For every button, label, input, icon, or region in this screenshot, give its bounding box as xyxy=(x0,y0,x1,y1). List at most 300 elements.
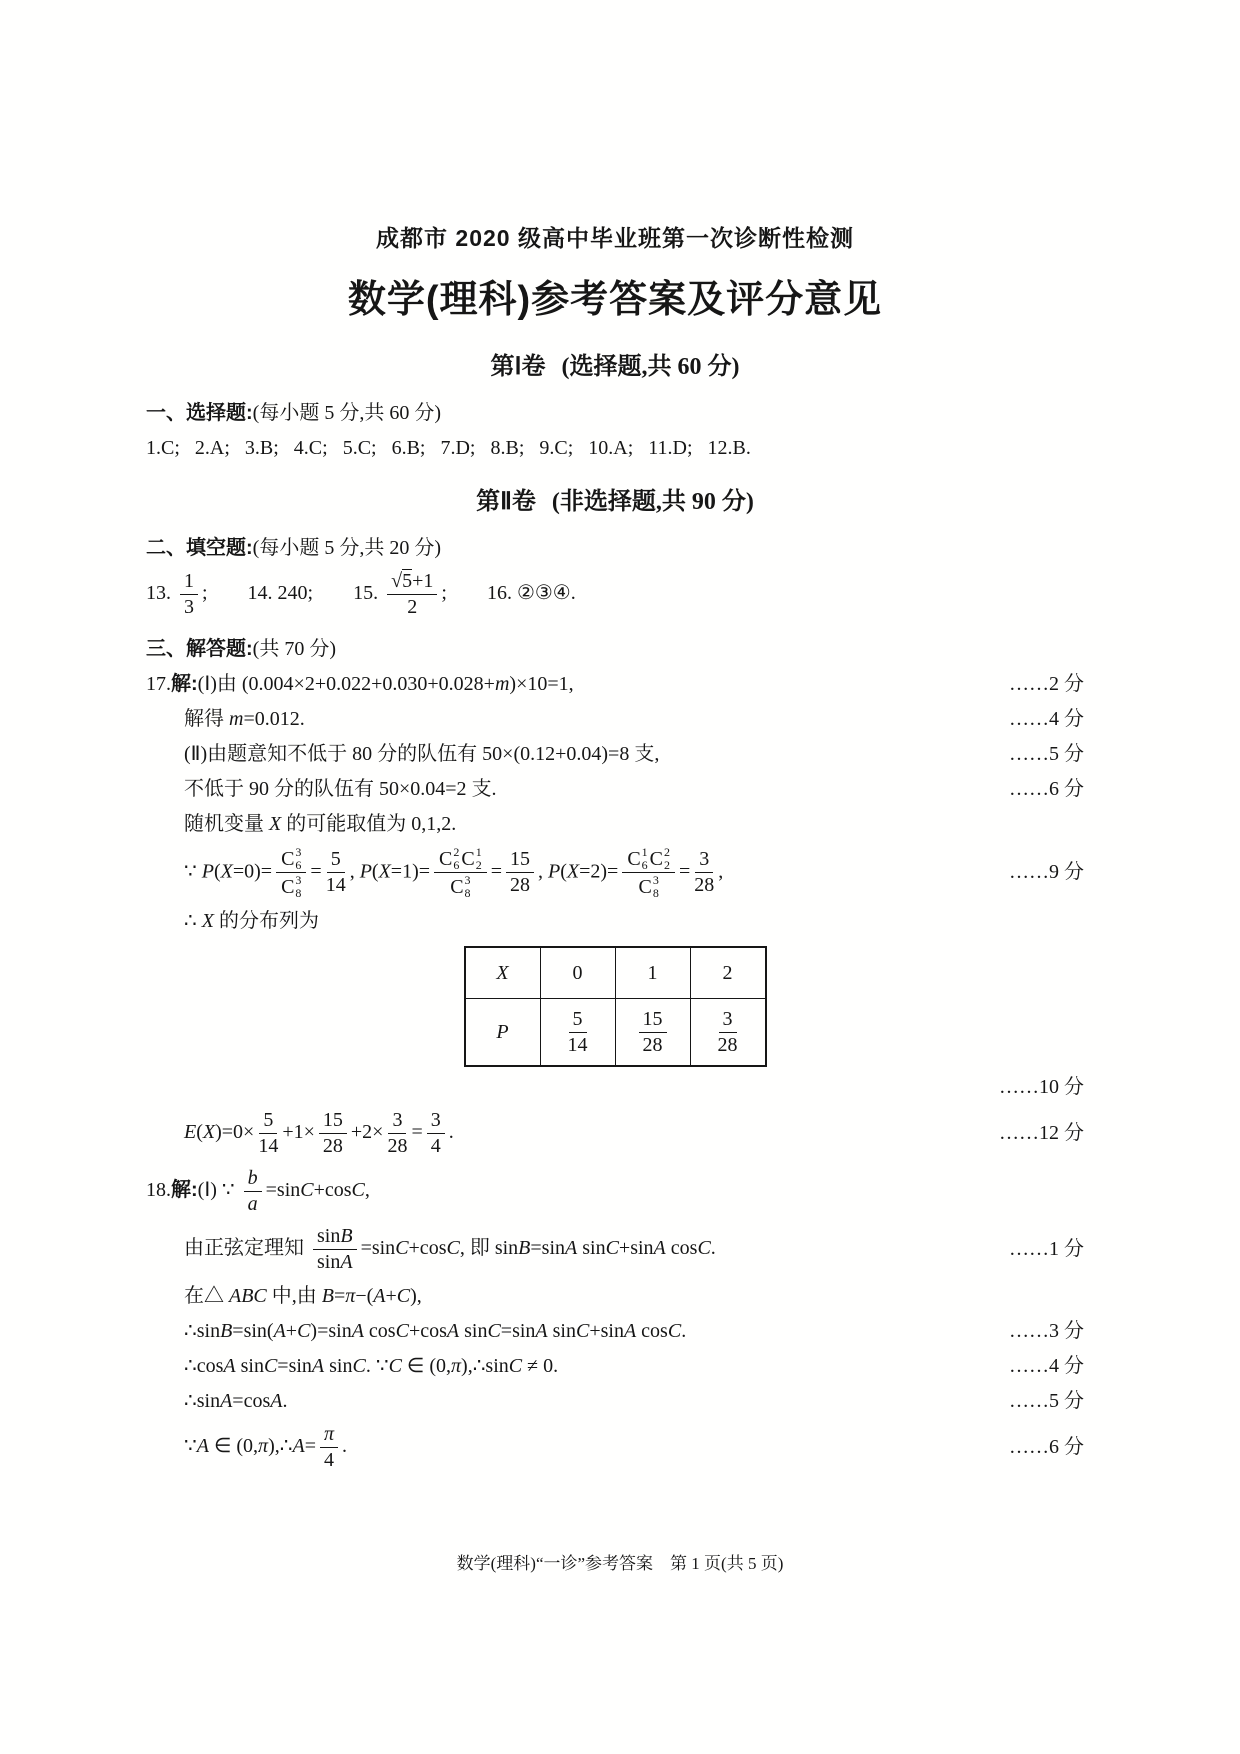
combination-symbol xyxy=(281,874,301,899)
fraction xyxy=(387,1109,407,1158)
table-cell-x0 xyxy=(540,947,615,999)
text-run: A xyxy=(196,1435,209,1458)
distribution-table xyxy=(464,946,767,1067)
line-content xyxy=(184,907,319,936)
text-run: C xyxy=(300,1179,314,1202)
score-mark: ……5 分 xyxy=(1009,1389,1084,1412)
line-content xyxy=(184,1421,347,1474)
exam-title: 成都市 2020 级高中毕业班第一次诊断性检测 xyxy=(376,225,854,251)
text-run: cos xyxy=(363,1319,396,1342)
superscript: 1 xyxy=(475,845,482,860)
text-run: )×10=1, xyxy=(509,672,574,695)
text-run: C xyxy=(297,1319,311,1342)
q17-line-9 xyxy=(146,1107,1084,1160)
fraction xyxy=(568,1008,588,1057)
text-run: (0.004×2+0.022+0.030+0.028+ xyxy=(241,672,495,695)
text-run: C xyxy=(395,1237,409,1260)
text-run: 解得 xyxy=(184,707,229,730)
q18-line-5 xyxy=(146,1351,1084,1381)
text-run: X xyxy=(220,860,233,883)
fraction-denominator xyxy=(317,1250,353,1274)
line-content xyxy=(184,1352,558,1381)
part1-note: (选择题,共 60 分) xyxy=(561,354,740,381)
text-run: (Ⅱ)由题意知不低于 80 分的队伍有 xyxy=(184,742,483,765)
script-stack xyxy=(476,846,482,871)
text-run: 中,由 xyxy=(266,1284,322,1307)
line-content xyxy=(146,1165,370,1218)
q18-line-4 xyxy=(146,1316,1084,1346)
combination-symbol xyxy=(461,846,481,871)
section3-header xyxy=(146,635,1084,664)
text-run: 18. xyxy=(146,1179,171,1202)
fraction-numerator xyxy=(327,848,345,873)
text-run: =sin xyxy=(360,1237,396,1260)
combination-symbol xyxy=(439,846,459,871)
text-run: cos xyxy=(636,1319,668,1342)
fraction xyxy=(622,846,675,899)
text-run: A xyxy=(270,1389,283,1412)
table-cell-x-label xyxy=(465,947,541,999)
subscript: 8 xyxy=(295,885,302,900)
text-run: C xyxy=(263,1354,278,1377)
text-run: = xyxy=(334,1284,346,1307)
text-run: C xyxy=(487,1319,501,1342)
text-run: 3 xyxy=(184,596,194,619)
q17-line-7 xyxy=(146,906,1084,936)
text-run: π xyxy=(258,1435,269,1458)
line-content xyxy=(184,1317,686,1346)
text-run: C xyxy=(461,847,475,870)
subscript: 8 xyxy=(464,885,471,900)
text-run: B xyxy=(220,1319,233,1342)
fraction-denominator xyxy=(407,595,417,619)
text-run: A xyxy=(535,1319,548,1342)
line-content xyxy=(184,1282,422,1311)
part2-volume: 第Ⅱ卷 xyxy=(476,488,536,516)
answer-key-title: 数学(理科)参考答案及评分意见 xyxy=(347,279,883,322)
text-run: =0.012. xyxy=(243,707,305,730)
text-run: +sin xyxy=(589,1319,624,1342)
text-run: C xyxy=(450,875,464,898)
text-run: P xyxy=(496,1020,509,1043)
text-run: √ xyxy=(391,570,403,593)
text-run: sin xyxy=(547,1319,576,1342)
score-mark: ……9 分 xyxy=(1009,861,1084,884)
text-run: 的可能取值为 xyxy=(281,812,412,835)
score-mark: ……6 分 xyxy=(1009,777,1084,800)
text-run: P xyxy=(201,860,214,883)
text-run: A xyxy=(220,1389,233,1412)
text-run: B xyxy=(321,1284,334,1307)
text-run: 28 xyxy=(717,1033,738,1056)
text-run: 28 xyxy=(322,1135,343,1158)
text-run: X xyxy=(269,812,282,835)
text-run: △ xyxy=(204,1284,229,1307)
fraction-denominator xyxy=(694,873,714,897)
text-run: 15 xyxy=(322,1109,343,1132)
text-run: 3 xyxy=(392,1109,403,1132)
q18-line-6 xyxy=(146,1386,1084,1416)
text-run: +cos xyxy=(313,1179,352,1202)
section2-header xyxy=(146,534,1084,563)
fraction-numerator xyxy=(622,846,675,873)
text-run: A xyxy=(623,1319,637,1342)
text-run: 支, xyxy=(629,742,660,765)
text-run: 17. xyxy=(146,672,171,695)
text-run: =sin xyxy=(277,1354,312,1377)
text-run: sin xyxy=(577,1237,606,1260)
fraction xyxy=(326,848,346,897)
table-cell-x2 xyxy=(690,947,766,999)
text-run: 5 xyxy=(263,1109,274,1132)
text-run: . xyxy=(710,1237,716,1260)
text-run: π xyxy=(451,1354,462,1377)
text-run: A xyxy=(311,1354,325,1377)
text-run: 5 xyxy=(330,848,341,871)
text-run: ; 16. ②③④. xyxy=(441,582,576,605)
text-run: 0,1,2. xyxy=(411,812,457,835)
table-cell-x1 xyxy=(615,947,690,999)
fraction-denominator xyxy=(718,1033,738,1057)
q18-line-7 xyxy=(146,1421,1084,1474)
combination-symbol xyxy=(650,846,670,871)
text-run: m xyxy=(494,672,510,695)
text-run: ∴cos xyxy=(184,1354,224,1377)
script-stack xyxy=(295,846,301,871)
text-run: . xyxy=(448,1121,454,1144)
text-run: , xyxy=(537,860,548,883)
text-run: =sin xyxy=(500,1319,536,1342)
text-run: ( xyxy=(371,860,379,883)
fraction-denominator xyxy=(449,873,471,899)
fraction xyxy=(319,1109,347,1158)
text-run: A xyxy=(565,1237,578,1260)
text-run: 14 xyxy=(567,1033,588,1056)
line-content xyxy=(184,775,497,804)
text-run: =0)= xyxy=(232,860,273,883)
fraction xyxy=(434,846,487,899)
fraction-numerator xyxy=(180,570,198,595)
text-run: 不低于 90 分的队伍有 xyxy=(184,777,379,800)
text-run: =sin( xyxy=(232,1319,274,1342)
text-run: = xyxy=(490,860,502,883)
text-run: ∵ xyxy=(184,860,202,883)
text-run: 在 xyxy=(184,1284,204,1307)
score-mark: ……1 分 xyxy=(1009,1238,1084,1261)
text-run: A xyxy=(351,1319,364,1342)
fraction-denominator xyxy=(326,873,346,897)
part1-volume: 第Ⅰ卷 xyxy=(490,353,546,381)
text-run: A xyxy=(653,1237,666,1260)
q17-line-8 xyxy=(146,1072,1084,1102)
text-run: =sin xyxy=(530,1237,566,1260)
page-footer: 数学(理科)“一诊”参考答案 第 1 页(共 5 页) xyxy=(456,1554,784,1573)
text-run: )=0× xyxy=(215,1121,255,1144)
q18-line-3 xyxy=(146,1281,1084,1311)
part2-heading xyxy=(146,485,1084,520)
fraction xyxy=(506,848,534,897)
section2-label: 二、填空题: xyxy=(146,537,253,560)
q18-line-2 xyxy=(146,1223,1084,1276)
sqrt-expression xyxy=(391,569,412,592)
superscript: 3 xyxy=(652,873,659,888)
text-run: C xyxy=(281,847,295,870)
text-run: . xyxy=(681,1319,687,1342)
text-run: C xyxy=(446,1237,460,1260)
text-run: =cos xyxy=(232,1389,271,1412)
superscript: 3 xyxy=(295,845,302,860)
choice-answers-line xyxy=(146,433,1084,463)
fraction-numerator xyxy=(719,1008,737,1033)
text-run: = xyxy=(679,860,691,883)
text-run: A xyxy=(446,1319,460,1342)
text-run: sin xyxy=(235,1354,264,1377)
text-run: , xyxy=(349,860,360,883)
text-run: X xyxy=(378,860,391,883)
text-run: 2 xyxy=(722,961,733,984)
text-run: ∴sin xyxy=(184,1319,221,1342)
script-stack xyxy=(642,846,648,871)
text-run: 14 xyxy=(325,874,346,897)
fill-in-answers xyxy=(146,568,576,621)
text-run: b xyxy=(247,1167,258,1190)
fraction-numerator xyxy=(276,846,306,873)
section3-label: 三、解答题: xyxy=(146,638,253,661)
fraction-numerator xyxy=(506,848,534,873)
text-run: X xyxy=(566,860,580,883)
text-run: +sin xyxy=(618,1237,654,1260)
fraction xyxy=(180,570,198,619)
text-run: 15 xyxy=(509,848,530,871)
subscript: 6 xyxy=(295,857,302,872)
text-run: 28 xyxy=(694,874,715,897)
script-stack xyxy=(465,874,471,899)
subscript: 6 xyxy=(641,857,648,872)
text-run: A xyxy=(273,1319,286,1342)
text-run: 4 xyxy=(430,1135,441,1158)
superscript: 1 xyxy=(641,845,648,860)
text-run: =sin xyxy=(265,1179,301,1202)
text-run: 28 xyxy=(509,874,530,897)
section1-note: (每小题 5 分,共 60 分) xyxy=(252,402,441,425)
table-cell-p-label xyxy=(465,999,541,1067)
text-run: A xyxy=(373,1284,386,1307)
text-run: , xyxy=(718,860,724,883)
text-run: 28 xyxy=(387,1135,408,1158)
fraction xyxy=(427,1109,445,1158)
text-run: 由正弦定理知 xyxy=(184,1237,309,1260)
text-run: sin xyxy=(494,1237,519,1260)
script-stack xyxy=(664,846,670,871)
line-content xyxy=(184,705,305,734)
superscript: 2 xyxy=(664,845,670,860)
text-run: C xyxy=(649,847,663,870)
fraction-denominator xyxy=(258,1134,278,1158)
fraction-denominator xyxy=(568,1033,588,1057)
text-run: cos xyxy=(665,1237,698,1260)
superscript: 2 xyxy=(453,845,460,860)
text-run: 15 xyxy=(642,1007,663,1030)
text-run: C xyxy=(281,875,295,898)
text-run: ( xyxy=(213,860,221,883)
fraction-denominator xyxy=(431,1134,441,1158)
fraction-denominator xyxy=(280,873,302,899)
line-content xyxy=(184,1223,716,1276)
text-run: , xyxy=(364,1179,370,1202)
text-run: ≠ 0. xyxy=(522,1354,559,1377)
fraction xyxy=(320,1423,338,1472)
score-mark: ……3 分 xyxy=(1009,1319,1084,1342)
table-cell-p1 xyxy=(615,999,690,1067)
fraction-numerator xyxy=(244,1167,262,1192)
text-run: X xyxy=(201,909,214,932)
text-run: X xyxy=(202,1121,216,1144)
fraction-numerator xyxy=(319,1109,347,1134)
text-run: +1× xyxy=(282,1121,315,1144)
text-run: ∈ (0, xyxy=(401,1354,451,1377)
q17-line-2 xyxy=(146,704,1084,734)
text-run: 0 xyxy=(572,961,583,984)
text-run: 3 xyxy=(722,1007,733,1030)
text-run: 即 xyxy=(469,1237,495,1260)
table-cell-p2 xyxy=(690,999,766,1067)
text-run: C xyxy=(575,1319,590,1342)
text-run: . ∵ xyxy=(365,1354,389,1377)
script-stack xyxy=(653,874,659,899)
q17-line-5 xyxy=(146,809,1084,839)
fraction-denominator xyxy=(510,873,530,897)
section1-label: 一、选择题: xyxy=(146,402,253,425)
text-run: P xyxy=(359,860,372,883)
text-run: (Ⅰ)由 xyxy=(197,672,242,695)
text-run: 解: xyxy=(171,1179,198,1202)
line-content xyxy=(184,740,659,769)
fraction-denominator xyxy=(643,1033,663,1057)
fraction-numerator xyxy=(695,848,713,873)
text-run: π xyxy=(323,1423,334,1446)
text-run: ( xyxy=(196,1121,203,1144)
part2-note: (非选择题,共 90 分) xyxy=(551,489,754,516)
fraction-denominator xyxy=(323,1134,343,1158)
q17-line-4 xyxy=(146,774,1084,804)
fraction xyxy=(718,1008,738,1057)
text-run: sin xyxy=(459,1319,488,1342)
text-run: = xyxy=(304,1435,316,1458)
text-run: π xyxy=(345,1284,356,1307)
q17-line-3 xyxy=(146,739,1084,769)
fraction-numerator xyxy=(388,1109,406,1134)
text-run: 解: xyxy=(171,672,198,695)
text-run: . xyxy=(342,1435,347,1458)
text-run: ), xyxy=(410,1284,422,1307)
superscript: 3 xyxy=(464,873,471,888)
text-run: ( xyxy=(560,860,567,883)
combination-symbol xyxy=(281,846,301,871)
score-mark: ……6 分 xyxy=(1009,1436,1084,1459)
text-run: +cos xyxy=(408,1237,447,1260)
text-run: sin xyxy=(324,1354,353,1377)
subscript: 2 xyxy=(664,857,670,872)
combination-symbol xyxy=(638,874,658,899)
fraction xyxy=(694,848,714,897)
text-run: 5 xyxy=(572,1007,583,1030)
text-run: 3 xyxy=(430,1109,441,1132)
text-run: A xyxy=(340,1251,353,1274)
subscript: 2 xyxy=(475,857,482,872)
text-run: ∈ (0, xyxy=(208,1435,259,1458)
fraction xyxy=(244,1167,262,1216)
text-run: ; 14. 240; 15. xyxy=(202,582,384,605)
fraction-numerator xyxy=(259,1109,277,1134)
text-run: sin xyxy=(317,1225,341,1248)
section3-note: (共 70 分) xyxy=(252,638,336,661)
text-run: C xyxy=(697,1237,711,1260)
text-run: 3 xyxy=(699,848,710,871)
text-run: 50×(0.12+0.04)=8 xyxy=(482,742,630,765)
text-run: −( xyxy=(355,1284,374,1307)
fraction-denominator xyxy=(248,1192,258,1216)
text-run: C xyxy=(667,1319,682,1342)
text-run: 13. xyxy=(146,582,176,605)
text-run: C xyxy=(605,1237,619,1260)
fraction-numerator xyxy=(313,1225,357,1250)
fraction-numerator xyxy=(387,570,437,595)
superscript: 3 xyxy=(295,873,302,888)
text-run: 50×0.04=2 xyxy=(379,777,467,800)
text-run: =1)= xyxy=(390,860,431,883)
text-run: B xyxy=(518,1237,531,1260)
subscript: 8 xyxy=(652,885,659,900)
radicand: 5 xyxy=(402,570,413,593)
text-run: 28 xyxy=(642,1033,663,1056)
section1-header xyxy=(146,399,1084,428)
text-run: C xyxy=(388,1354,402,1377)
text-run: 的分布列为 xyxy=(213,909,319,932)
line-content xyxy=(184,844,723,901)
fraction-numerator xyxy=(639,1008,667,1033)
text-run: 随机变量 xyxy=(184,812,269,835)
section2-note: (每小题 5 分,共 20 分) xyxy=(252,537,441,560)
text-run: ∴ xyxy=(184,909,202,932)
score-mark: ……2 分 xyxy=(1009,672,1084,695)
fraction-numerator xyxy=(569,1008,587,1033)
line-content xyxy=(184,810,456,839)
script-stack xyxy=(295,874,301,899)
fraction-numerator xyxy=(320,1423,338,1448)
text-run: 支. xyxy=(466,777,497,800)
text-run: = xyxy=(411,1121,423,1144)
score-mark: ……10 分 xyxy=(999,1075,1084,1098)
text-run: m xyxy=(229,707,244,730)
fraction xyxy=(276,846,306,899)
choice-answers: 1.C; 2.A; 3.B; 4.C; 5.C; 6.B; 7.D; 8.B; 9.C; 10.A; 11.D; 12.B. xyxy=(146,436,751,459)
text-run: sin xyxy=(317,1251,341,1274)
text-run: a xyxy=(247,1193,258,1216)
text-run: C xyxy=(395,1319,409,1342)
text-run: A xyxy=(292,1435,305,1458)
script-stack xyxy=(453,846,459,871)
text-run: C xyxy=(439,847,453,870)
text-run: ∵ xyxy=(221,1179,240,1202)
combination-symbol xyxy=(450,874,470,899)
text-run: E xyxy=(184,1121,197,1144)
text-run: =2)= xyxy=(579,860,619,883)
text-run: 1 xyxy=(184,570,194,593)
subscript: 6 xyxy=(453,857,460,872)
text-run: +cos xyxy=(408,1319,447,1342)
text-run: ),∴ xyxy=(268,1435,293,1458)
part1-heading xyxy=(146,350,1084,385)
